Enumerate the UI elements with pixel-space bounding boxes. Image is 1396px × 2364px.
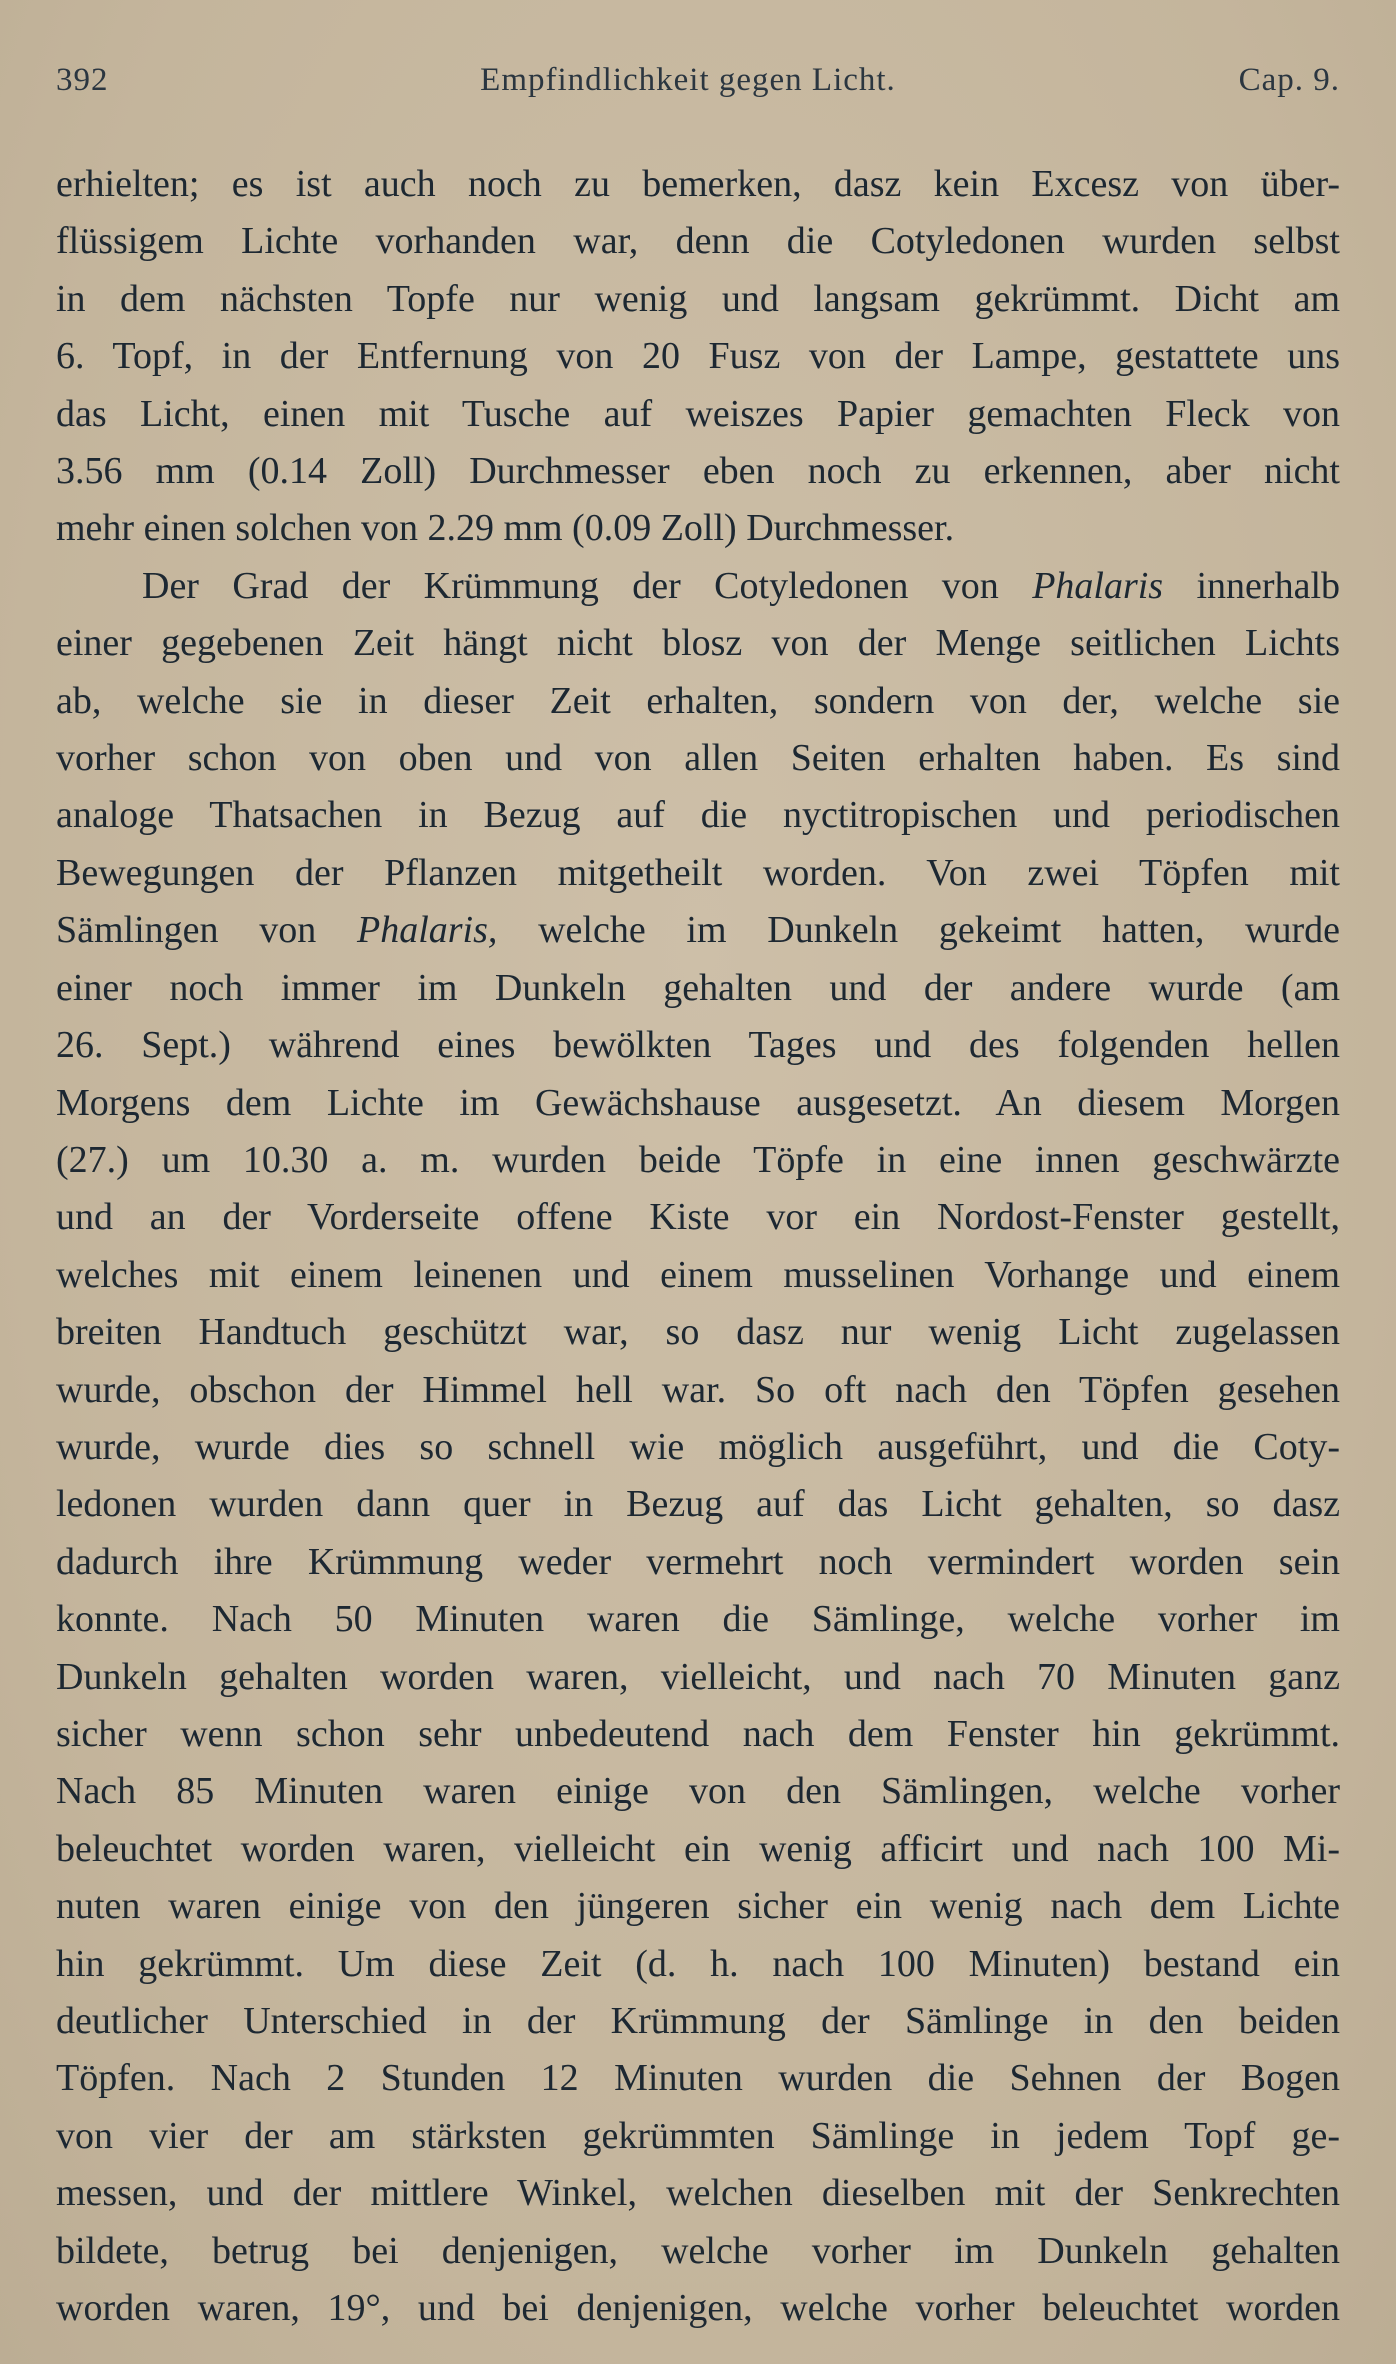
text-line: wurde, obschon der Himmel hell war. So oft nach den Töpfen gesehen <box>56 1368 1340 1411</box>
text-segment: Sämlingen von <box>56 909 357 952</box>
text-segment: Der Grad der Krümmung der Cotyledonen von <box>142 564 1033 607</box>
text-line: flüssigem Lichte vorhanden war, denn die Cotyledonen wurden selbst <box>56 220 1340 263</box>
text-segment: welche im Dunkeln gekeimt hatten, wurde <box>497 909 1340 952</box>
text-line <box>56 558 1340 615</box>
text-line: wurde, wurde dies so schnell wie möglich ausgeführt, und die Coty- <box>56 1425 1340 1468</box>
text-line: vorher schon von oben und von allen Seiten erhalten haben. Es sind <box>56 737 1340 780</box>
text-line: sicher wenn schon sehr unbedeutend nach dem Fenster hin gekrümmt. <box>56 1712 1340 1755</box>
text-line: bildete, betrug bei denjenigen, welche vorher im Dunkeln gehalten <box>56 2229 1340 2272</box>
running-title: Empfindlichkeit gegen Licht. <box>480 62 896 98</box>
text-line <box>56 902 1340 959</box>
text-line: Morgens dem Lichte im Gewächshause ausgesetzt. An diesem Morgen <box>56 1081 1340 1124</box>
text-segment: innerhalb <box>1163 564 1340 607</box>
text-line: 26. Sept.) während eines bewölkten Tages und des folgenden hellen <box>56 1024 1340 1067</box>
text-line: das Licht, einen mit Tusche auf weiszes Papier gemachten Fleck von <box>56 392 1340 435</box>
chapter-label: Cap. 9. <box>1238 62 1340 98</box>
text-line: analoge Thatsachen in Bezug auf die nyctitropischen und periodischen <box>56 794 1340 837</box>
text-line: worden waren, 19°, und bei denjenigen, welche vorher beleuchtet worden <box>56 2287 1340 2330</box>
text-line: in dem nächsten Topfe nur wenig und langsam gekrümmt. Dicht am <box>56 277 1340 320</box>
text-line: breiten Handtuch geschützt war, so dasz nur wenig Licht zugelassen <box>56 1311 1340 1354</box>
text-line: Nach 85 Minuten waren einige von den Sämlingen, welche vorher <box>56 1770 1340 1813</box>
paragraph-1 <box>56 156 1340 558</box>
text-line: einer gegebenen Zeit hängt nicht blosz von der Menge seitlichen Lichts <box>56 622 1340 665</box>
text-line: deutlicher Unterschied in der Krümmung der Sämlinge in den beiden <box>56 2000 1340 2042</box>
text-line: (27.) um 10.30 a. m. wurden beide Töpfe in eine innen geschwärzte <box>56 1138 1340 1181</box>
italic-genus-name: Phalaris <box>1032 564 1164 607</box>
running-header <box>56 62 1340 112</box>
text-line: 6. Topf, in der Entfernung von 20 Fusz von der Lampe, gestattete uns <box>56 335 1340 378</box>
text-line: Bewegungen der Pflanzen mitgetheilt worden. Von zwei Töpfen mit <box>56 851 1340 894</box>
text-line: erhielten; es ist auch noch zu bemerken, dasz kein Excesz von über- <box>56 163 1340 205</box>
text-line: nuten waren einige von den jüngeren sicher ein wenig nach dem Lichte <box>56 1885 1340 1928</box>
text-line: Dunkeln gehalten worden waren, vielleicht, und nach 70 Minuten ganz <box>56 1655 1340 1698</box>
text-line: mehr einen solchen von 2.29 mm (0.09 Zoll) Durchmesser. <box>56 507 955 550</box>
text-line: und an der Vorderseite offene Kiste vor ein Nordost-Fenster gestellt, <box>56 1196 1340 1239</box>
text-line: messen, und der mittlere Winkel, welchen dieselben mit der Senkrechten <box>56 2172 1340 2215</box>
text-line: ab, welche sie in dieser Zeit erhalten, sondern von der, welche sie <box>56 679 1340 722</box>
italic-genus-name: Phalaris, <box>356 909 498 952</box>
text-line: hin gekrümmt. Um diese Zeit (d. h. nach 100 Minuten) bestand ein <box>56 1942 1340 1985</box>
text-line: Töpfen. Nach 2 Stunden 12 Minuten wurden die Sehnen der Bogen <box>56 2057 1340 2100</box>
paragraph-2 <box>56 558 1340 2338</box>
text-line: ledonen wurden dann quer in Bezug auf das Licht gehalten, so dasz <box>56 1483 1340 1526</box>
text-line: konnte. Nach 50 Minuten waren die Sämlinge, welche vorher im <box>56 1598 1340 1641</box>
text-line: einer noch immer im Dunkeln gehalten und der andere wurde (am <box>56 966 1340 1009</box>
page-number: 392 <box>56 62 109 98</box>
text-line: beleuchtet worden waren, vielleicht ein wenig afficirt und nach 100 Mi- <box>56 1827 1340 1870</box>
body-text <box>56 156 1340 2337</box>
text-line: dadurch ihre Krümmung weder vermehrt noch vermindert worden sein <box>56 1540 1340 1583</box>
text-line: 3.56 mm (0.14 Zoll) Durchmesser eben noch zu erkennen, aber nicht <box>56 450 1340 493</box>
text-line: welches mit einem leinenen und einem musselinen Vorhange und einem <box>56 1253 1340 1296</box>
text-line: von vier der am stärksten gekrümmten Sämlinge in jedem Topf ge- <box>56 2114 1340 2157</box>
